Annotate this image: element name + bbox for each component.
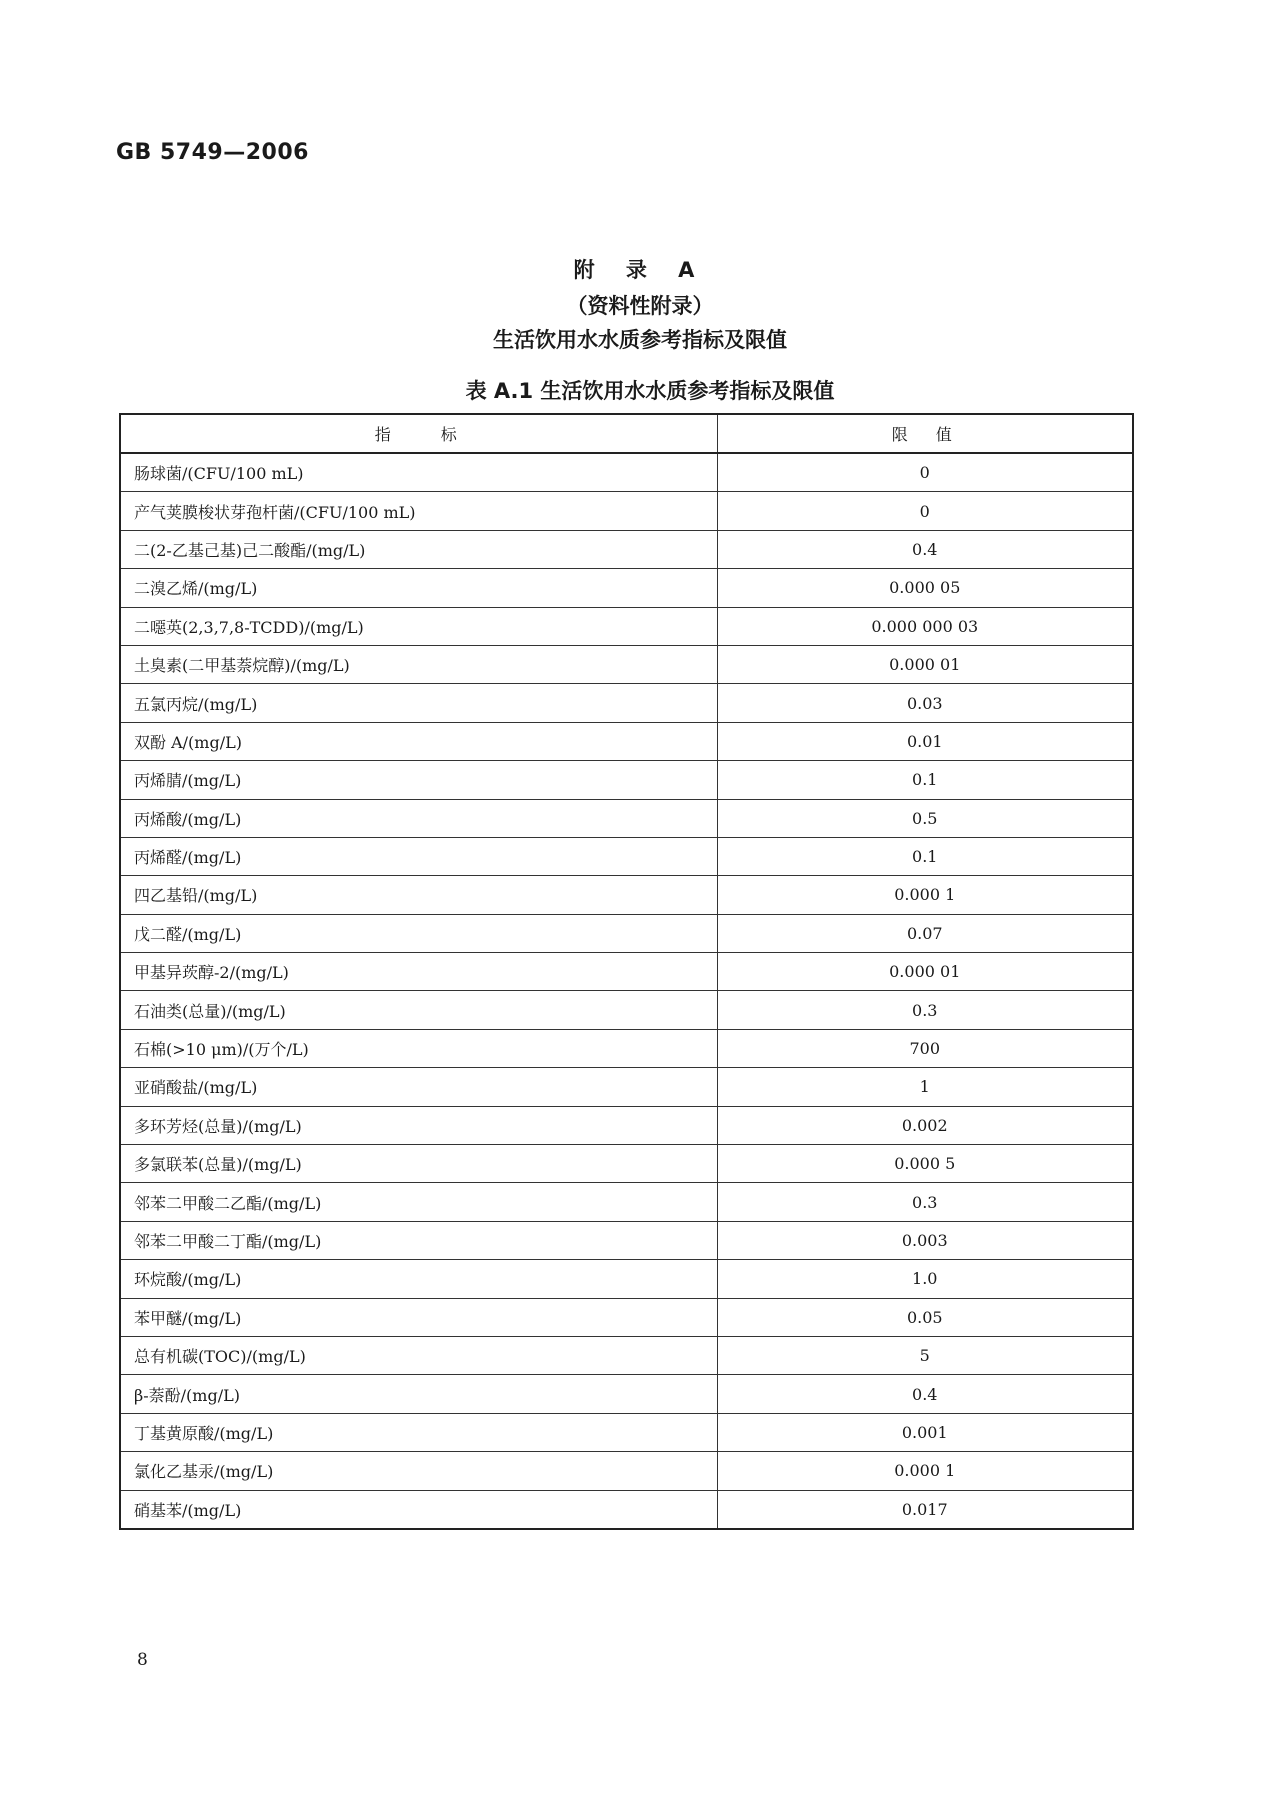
indicator-cell: 肠球菌/(CFU/100 mL) [120, 453, 717, 492]
indicator-cell: 五氯丙烷/(mg/L) [120, 684, 717, 722]
table-row [120, 1336, 1133, 1374]
indicator-cell: 产气荚膜梭状芽孢杆菌/(CFU/100 mL) [120, 492, 717, 530]
indicator-cell: 石油类(总量)/(mg/L) [120, 991, 717, 1029]
limit-cell: 0.1 [717, 837, 1133, 875]
table-row [120, 1106, 1133, 1144]
table-row [120, 1221, 1133, 1259]
indicator-cell: 丙烯酸/(mg/L) [120, 799, 717, 837]
indicator-cell: 土臭素(二甲基萘烷醇)/(mg/L) [120, 645, 717, 683]
indicator-cell: 二溴乙烯/(mg/L) [120, 569, 717, 607]
table-row [120, 1068, 1133, 1106]
table-row [120, 761, 1133, 799]
limit-cell: 0.000 1 [717, 1452, 1133, 1490]
table-row [120, 1260, 1133, 1298]
limit-cell: 0.001 [717, 1413, 1133, 1451]
limit-column-header: 限 值 [717, 414, 1133, 453]
limit-cell: 0.5 [717, 799, 1133, 837]
indicator-cell: 石棉(>10 μm)/(万个/L) [120, 1029, 717, 1067]
table-row [120, 1183, 1133, 1221]
table-row [120, 645, 1133, 683]
limit-cell: 0.3 [717, 1183, 1133, 1221]
table-row [120, 799, 1133, 837]
indicator-cell: 双酚 A/(mg/L) [120, 722, 717, 760]
limit-cell: 0.01 [717, 722, 1133, 760]
limit-cell: 0.4 [717, 530, 1133, 568]
limit-cell: 0.3 [717, 991, 1133, 1029]
table-body [120, 453, 1133, 1529]
limit-cell: 0.4 [717, 1375, 1133, 1413]
table-row [120, 1375, 1133, 1413]
limit-cell: 0.05 [717, 1298, 1133, 1336]
limit-cell: 0.000 000 03 [717, 607, 1133, 645]
indicator-cell: 甲基异莰醇-2/(mg/L) [120, 953, 717, 991]
table-caption: 表 A.1 生活饮用水水质参考指标及限值 [465, 379, 835, 403]
table-header-row [120, 414, 1133, 453]
table-row [120, 607, 1133, 645]
table-row [120, 492, 1133, 530]
table-row [120, 953, 1133, 991]
table-row [120, 1298, 1133, 1336]
limit-cell: 0.000 01 [717, 645, 1133, 683]
appendix-name: 生活饮用水水质参考指标及限值 [493, 328, 787, 352]
indicator-cell: 丁基黄原酸/(mg/L) [120, 1413, 717, 1451]
table-row [120, 1145, 1133, 1183]
limit-cell: 5 [717, 1336, 1133, 1374]
limit-cell: 0.003 [717, 1221, 1133, 1259]
table-row [120, 876, 1133, 914]
table-row [120, 1490, 1133, 1529]
limit-cell: 0.000 05 [717, 569, 1133, 607]
limit-cell: 0.000 1 [717, 876, 1133, 914]
indicator-cell: β-萘酚/(mg/L) [120, 1375, 717, 1413]
indicator-cell: 苯甲醚/(mg/L) [120, 1298, 717, 1336]
table-row [120, 1413, 1133, 1451]
limit-cell: 0.07 [717, 914, 1133, 952]
limit-cell: 0 [717, 492, 1133, 530]
indicator-cell: 氯化乙基汞/(mg/L) [120, 1452, 717, 1490]
table-row [120, 914, 1133, 952]
reference-table [119, 413, 1134, 1530]
table-row [120, 569, 1133, 607]
indicator-column-header: 指 标 [120, 414, 717, 453]
limit-cell: 700 [717, 1029, 1133, 1067]
appendix-type: （资料性附录） [566, 294, 714, 318]
indicator-cell: 戊二醛/(mg/L) [120, 914, 717, 952]
limit-cell: 0.1 [717, 761, 1133, 799]
indicator-cell: 多氯联苯(总量)/(mg/L) [120, 1145, 717, 1183]
table-row [120, 991, 1133, 1029]
table-row [120, 1452, 1133, 1490]
indicator-cell: 丙烯腈/(mg/L) [120, 761, 717, 799]
indicator-cell: 二(2-乙基己基)己二酸酯/(mg/L) [120, 530, 717, 568]
indicator-cell: 硝基苯/(mg/L) [120, 1490, 717, 1529]
indicator-cell: 亚硝酸盐/(mg/L) [120, 1068, 717, 1106]
limit-cell: 0.017 [717, 1490, 1133, 1529]
indicator-cell: 邻苯二甲酸二丁酯/(mg/L) [120, 1221, 717, 1259]
limit-cell: 0.000 5 [717, 1145, 1133, 1183]
limit-cell: 1.0 [717, 1260, 1133, 1298]
indicator-cell: 邻苯二甲酸二乙酯/(mg/L) [120, 1183, 717, 1221]
appendix-title: 附 录 A [573, 258, 707, 282]
indicator-cell: 二噁英(2,3,7,8-TCDD)/(mg/L) [120, 607, 717, 645]
table-row [120, 722, 1133, 760]
indicator-cell: 总有机碳(TOC)/(mg/L) [120, 1336, 717, 1374]
page-number: 8 [137, 1650, 148, 1670]
limit-cell: 0 [717, 453, 1133, 492]
indicator-cell: 丙烯醛/(mg/L) [120, 837, 717, 875]
indicator-cell: 四乙基铅/(mg/L) [120, 876, 717, 914]
indicator-cell: 多环芳烃(总量)/(mg/L) [120, 1106, 717, 1144]
table-row [120, 530, 1133, 568]
limit-cell: 1 [717, 1068, 1133, 1106]
table-row [120, 1029, 1133, 1067]
limit-cell: 0.002 [717, 1106, 1133, 1144]
indicator-cell: 环烷酸/(mg/L) [120, 1260, 717, 1298]
limit-cell: 0.03 [717, 684, 1133, 722]
table-row [120, 453, 1133, 492]
standard-code: GB 5749—2006 [116, 140, 309, 165]
table-row [120, 837, 1133, 875]
table-row [120, 684, 1133, 722]
limit-cell: 0.000 01 [717, 953, 1133, 991]
